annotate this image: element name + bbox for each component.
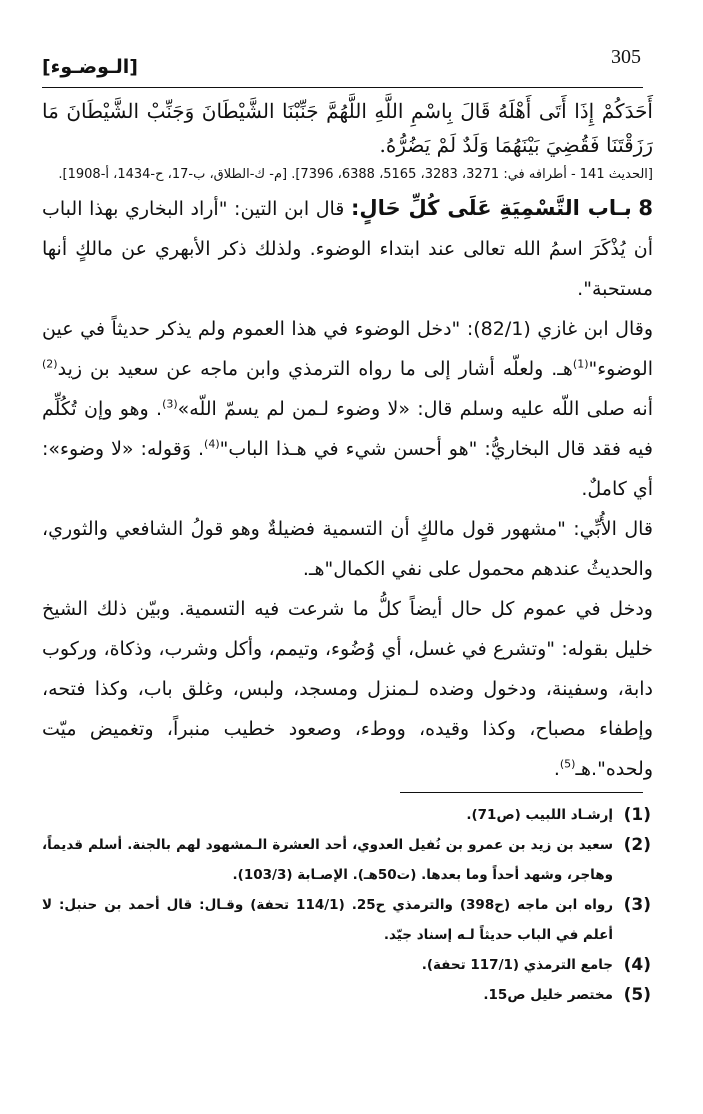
footnote-number: (1) bbox=[623, 805, 651, 825]
page-number: 305 bbox=[611, 46, 641, 68]
footnote-ref-4[interactable]: (4) bbox=[204, 437, 220, 451]
section-text: قال ابن التين: "أراد البخاري بهذا الباب أن يُذْكَرَ اسمُ الله تعالى عند ابتداء الوضوء. ولذلك ذكر الأبهري عن مالكٍ أنها مستحبة". bbox=[42, 198, 653, 300]
chapter-title: بـاب التَّسْمِيَةِ عَلَى كُلِّ حَالٍ: bbox=[351, 196, 632, 220]
footnote-item bbox=[42, 980, 651, 1010]
footnote-text: رواه ابن ماجه (ح398) والترمذي ح25. (114/1 تحفة) وقـال: قال أحمد بن حنبل: لا أعلم في الباب حديثاً لـه إسناد جيّد. bbox=[42, 897, 614, 943]
footnote-text: إرشـاد اللبيب (ص71). bbox=[466, 807, 613, 823]
footnote-number: (2) bbox=[623, 835, 651, 855]
footnote-rule bbox=[400, 792, 643, 793]
main-text bbox=[42, 94, 653, 789]
running-head: [الـوضـوء] bbox=[42, 56, 138, 78]
hadith-text: أَحَدَكُمْ إِذَا أَتَى أَهْلَهُ قَالَ بِاسْمِ اللَّهِ اللَّهُمَّ جَنِّبْنَا الشَّيْطَانَ وَجَنِّبْ الشَّيْطَانَ مَا رَزَقْتَنَا فَقُضِيَ بَيْنَهُمَا وَلَدٌ لَمْ يَضُرُّهُ. bbox=[42, 99, 653, 157]
footnote-item bbox=[42, 890, 651, 950]
header-rule bbox=[42, 87, 643, 88]
footnote-number: (4) bbox=[623, 955, 651, 975]
khalil-paragraph bbox=[42, 589, 653, 789]
ghazi-after: . وَقوله: «لا وضوء»: أي كاملٌ. bbox=[42, 438, 653, 500]
footnote-text: سعيد بن زيد بن عمرو بن نُفيل العدوي، أحد العشرة الـمشهود لهم بالجنة. أسلم قديماً، وهاجر، وشهد أحداً وما بعدها. (ت50هـ). الإصـابة (103/3). bbox=[42, 837, 613, 883]
footnote-item bbox=[42, 800, 651, 830]
footnote-number: (5) bbox=[623, 985, 651, 1005]
khalil-end: . bbox=[553, 758, 560, 780]
section-paragraph bbox=[42, 188, 653, 309]
ubbi-paragraph: قال الأُبِّي: "مشهور قول مالكٍ أن التسمية فضيلةٌ وهو قولُ الشافعي والثوري، والحديثُ عندهم محمول على نفي الكمال"هـ. bbox=[42, 518, 653, 580]
ghazi-before: وقال ابن غازي (82/1): "دخل الوضوء في هذا العموم ولم يذكر حديثاً في عين الوضوء" bbox=[42, 318, 654, 380]
khalil-quote: "وتشرع في غسل، أي وُضُوء، وتيمم، وأكل وشرب، وذكاة، وركوب دابة، وسفينة، ودخول وضده لـمنزل ومسجد، ولبس، وغلق باب، وكذا فتحه، وإطفاء مصباح، وكذا وقيده، ووطء، وصعود خطيب منبراً، وتغميض ميّت ولحده".هـ bbox=[42, 638, 653, 780]
footnote-text: مختصر خليل ص15. bbox=[483, 987, 613, 1003]
footnote-ref-5[interactable]: (5) bbox=[559, 757, 576, 771]
ghazi-mid1: هـ. ولعلّه أشار إلى ما رواه الترمذي وابن ماجه عن سعيد بن زيد bbox=[57, 358, 573, 380]
footnote-number: (3) bbox=[623, 895, 651, 915]
hadith-reference-text: [الحديث 141 - أطرافه في: 3271، 3283، 5165، 6388، 7396]. [م- ك-الطلاق، ب-17، ح-1434، أ-1908]. bbox=[58, 167, 653, 182]
footnote-ref-2[interactable]: (2) bbox=[42, 357, 58, 371]
footnote-ref-1[interactable]: (1) bbox=[572, 357, 589, 371]
khalil-intro: ودخل في عموم كل حال أيضاً كلُّ ما شرعت فيه التسمية. وبيّن ذلك الشيخ خليل بقوله: bbox=[42, 598, 653, 660]
footnotes bbox=[42, 800, 651, 1010]
footnote-ref-3[interactable]: (3) bbox=[162, 397, 178, 411]
chapter-number: 8 bbox=[638, 196, 654, 220]
ibn-ghazi-paragraph bbox=[42, 309, 653, 509]
hadith-reference bbox=[42, 162, 653, 188]
ghazi-mid2: أنه صلى اللّه عليه وسلم قال: «لا وضوء لـمن لم يسمّ اللّه» bbox=[177, 398, 653, 420]
footnote-text: جامع الترمذي (117/1 تحفة). bbox=[421, 957, 613, 973]
ghazi-mid3: . وهو وإن تُكُلِّم فيه فقد قال البخاريُّ: "هو أحسن شيء في هـذا الباب" bbox=[42, 398, 653, 460]
footnote-item bbox=[42, 830, 651, 890]
footnote-item bbox=[42, 950, 651, 980]
